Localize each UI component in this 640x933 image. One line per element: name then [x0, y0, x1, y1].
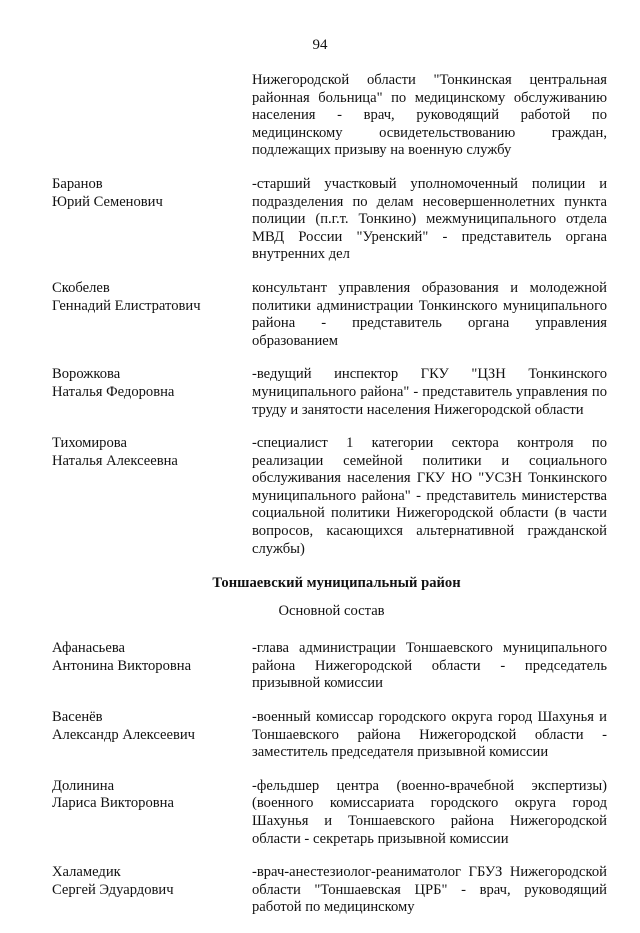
member-surname: Халамедик [52, 864, 121, 881]
member-name [52, 280, 252, 350]
member-given-names: Юрий Семенович [52, 193, 163, 210]
list-item [52, 864, 607, 917]
member-description: Нижегородской области "Тонкинская центральная районная больница" по медицинскому обслуживанию населения - врач, руководящий работой по медицинскому освидетельствованию граждан, подлежащих призыву на военную службу [252, 72, 607, 159]
member-surname: Ворожкова [52, 366, 121, 383]
member-name [52, 864, 252, 917]
section-title: Тоншаевский муниципальный район [212, 575, 461, 592]
member-name [52, 366, 252, 419]
list-item [52, 709, 607, 762]
member-surname: Афанасьева [52, 640, 125, 657]
member-name [52, 709, 252, 762]
member-name [52, 778, 252, 848]
member-description: -глава администрации Тоншаевского муниципального района Нижегородской области - председатель призывной комиссии [252, 640, 607, 692]
member-description: -ведущий инспектор ГКУ "ЦЗН Тонкинского муниципального района" - представитель управления по труду и занятости населения Нижегородской области [252, 366, 607, 418]
list-item [52, 280, 607, 350]
member-description: -старший участковый уполномоченный полиции и подразделения по делам несовершеннолетних пункта полиции (п.г.т. Тонкино) межмуниципального отдела МВД России "Уренский" - представитель органа внутренних дел [252, 175, 607, 263]
member-surname: Баранов [52, 175, 103, 192]
member-name [52, 435, 252, 558]
subsection-title: Основной состав [278, 603, 385, 620]
member-given-names: Наталья Алексеевна [52, 452, 178, 469]
member-description: -специалист 1 категории сектора контроля по реализации семейной политики и социального обслуживания населения ГКУ НО "УСЗН Тонкинского муниципального района" - представитель министерства социальной политики Нижегородской области (в части вопросов, касающихся альтернативной гражданской службы) [252, 435, 607, 557]
list-item [52, 640, 607, 693]
member-surname: Долинина [52, 777, 115, 794]
member-given-names: Антонина Викторовна [52, 657, 192, 674]
member-given-names: Лариса Викторовна [52, 795, 174, 812]
page-number: 94 [312, 37, 328, 53]
member-name [52, 640, 252, 693]
member-description: -врач-анестезиолог-реаниматолог ГБУЗ Нижегородской области "Тоншаевская ЦРБ" - врач, руководящий работой по медицинскому [252, 864, 607, 916]
list-item-continuation [52, 72, 607, 160]
list-item [52, 176, 607, 264]
member-description: -фельдшер центра (военно-врачебной экспертизы) (военного комиссариата городского округа город Шахунья и Тоншаевского района Нижегородской области - секретарь призывной комиссии [252, 777, 607, 847]
member-given-names: Сергей Эдуардович [52, 881, 174, 898]
member-surname: Скобелев [52, 279, 110, 296]
member-given-names: Наталья Федоровна [52, 383, 175, 400]
member-name-empty [52, 72, 252, 160]
list-item [52, 778, 607, 848]
member-surname: Тихомирова [52, 435, 127, 452]
member-surname: Васенёв [52, 709, 103, 726]
list-item [52, 435, 607, 558]
member-description: консультант управления образования и молодежной политики администрации Тонкинского муниципального района - представитель органа управления образованием [252, 279, 607, 349]
list-item [52, 366, 607, 419]
commission-list [52, 72, 607, 933]
member-name [52, 176, 252, 264]
member-given-names: Александр Алексеевич [52, 726, 196, 743]
member-description: -военный комиссар городского округа город Шахунья и Тоншаевского района Нижегородской области - заместитель председателя призывной комиссии [252, 709, 607, 761]
member-given-names: Геннадий Елистратович [52, 297, 201, 314]
